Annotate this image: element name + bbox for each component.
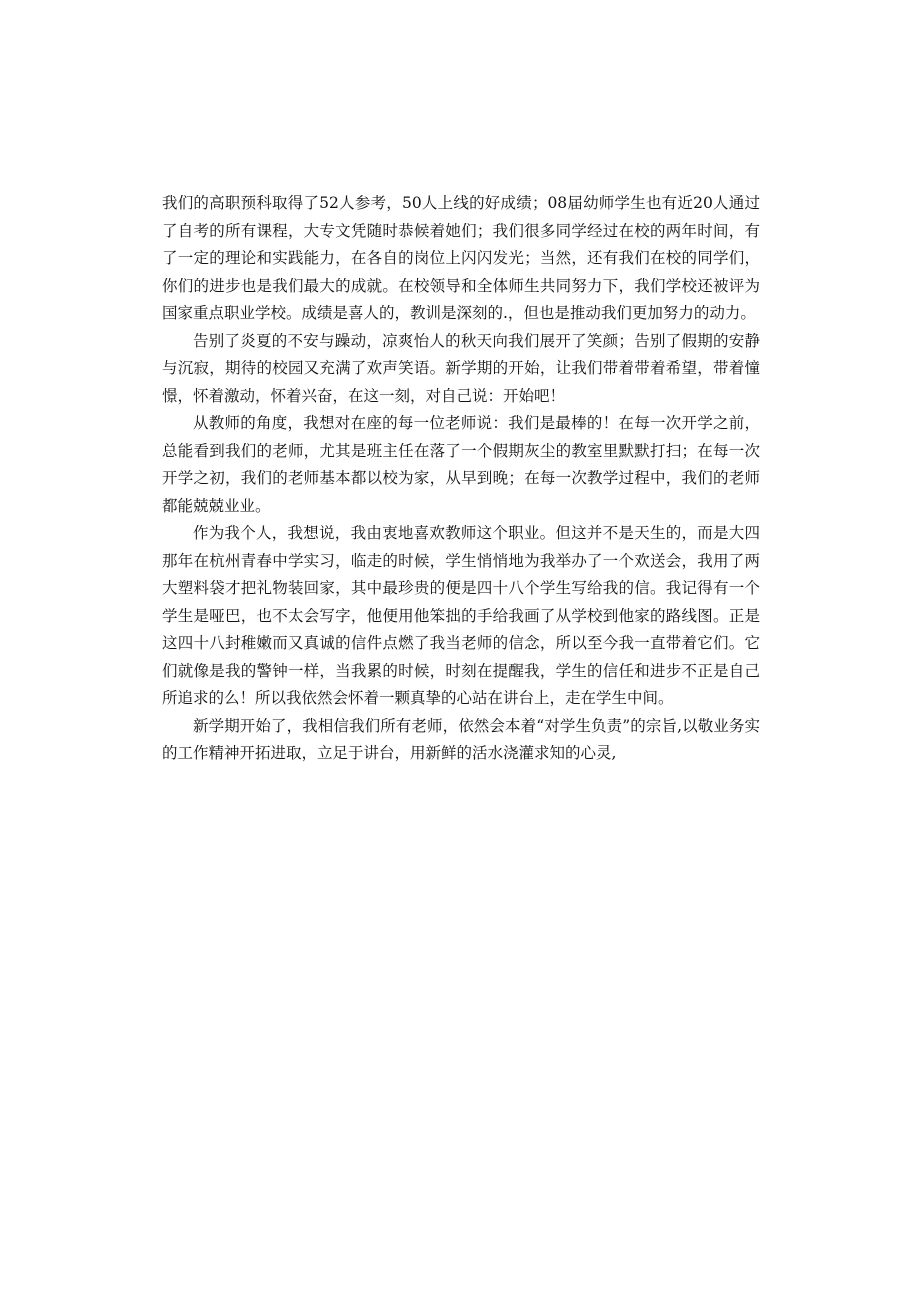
document-body bbox=[162, 190, 760, 768]
paragraph-2: 告别了炎夏的不安与躁动，凉爽怡人的秋天向我们展开了笑颜；告别了假期的安静与沉寂，期待的校园又充满了欢声笑语。新学期的开始，让我们带着带着希望，带着憧憬，怀着激动，怀着兴奋，在这一刻，对自己说：开始吧！ bbox=[162, 331, 760, 405]
paragraph-1: 我们的高职预科取得了52人参考，50人上线的好成绩；08届幼师学生也有近20人通过了自考的所有课程，大专文凭随时恭候着她们；我们很多同学经过在校的两年时间，有了一定的理论和实践能力，在各自的岗位上闪闪发光；当然，还有我们在校的同学们，你们的进步也是我们最大的成就。在校领导和全体师生共同努力下，我们学校还被评为国家重点职业学校。成绩是喜人的，教训是深刻的.，但也是推动我们更加努力的动力。 bbox=[162, 194, 760, 322]
paragraph-5: 新学期开始了，我相信我们所有老师，依然会本着“对学生负责”的宗旨,以敬业务实的工作精神开拓进取，立足于讲台，用新鲜的活水浇灌求知的心灵, bbox=[162, 716, 760, 762]
paragraph-4: 作为我个人，我想说，我由衷地喜欢教师这个职业。但这并不是天生的，而是大四那年在杭州青春中学实习，临走的时候，学生悄悄地为我举办了一个欢送会，我用了两大塑料袋才把礼物装回家，其中最珍贵的便是四十八个学生写给我的信。我记得有一个学生是哑巴，也不太会写字，他便用他笨拙的手给我画了从学校到他家的路线图。正是这四十八封稚嫩而又真诚的信件点燃了我当老师的信念，所以至今我一直带着它们。它们就像是我的警钟一样，当我累的时候，时刻在提醒我，学生的信任和进步不正是自己所追求的么！所以我依然会怀着一颗真挚的心站在讲台上，走在学生中间。 bbox=[162, 524, 760, 707]
paragraph-3: 从教师的角度，我想对在座的每一位老师说：我们是最棒的！在每一次开学之前，总能看到我们的老师，尤其是班主任在落了一个假期灰尘的教室里默默打扫；在每一次开学之初，我们的老师基本都以校为家，从早到晚；在每一次教学过程中，我们的老师都能兢兢业业。 bbox=[162, 414, 760, 515]
